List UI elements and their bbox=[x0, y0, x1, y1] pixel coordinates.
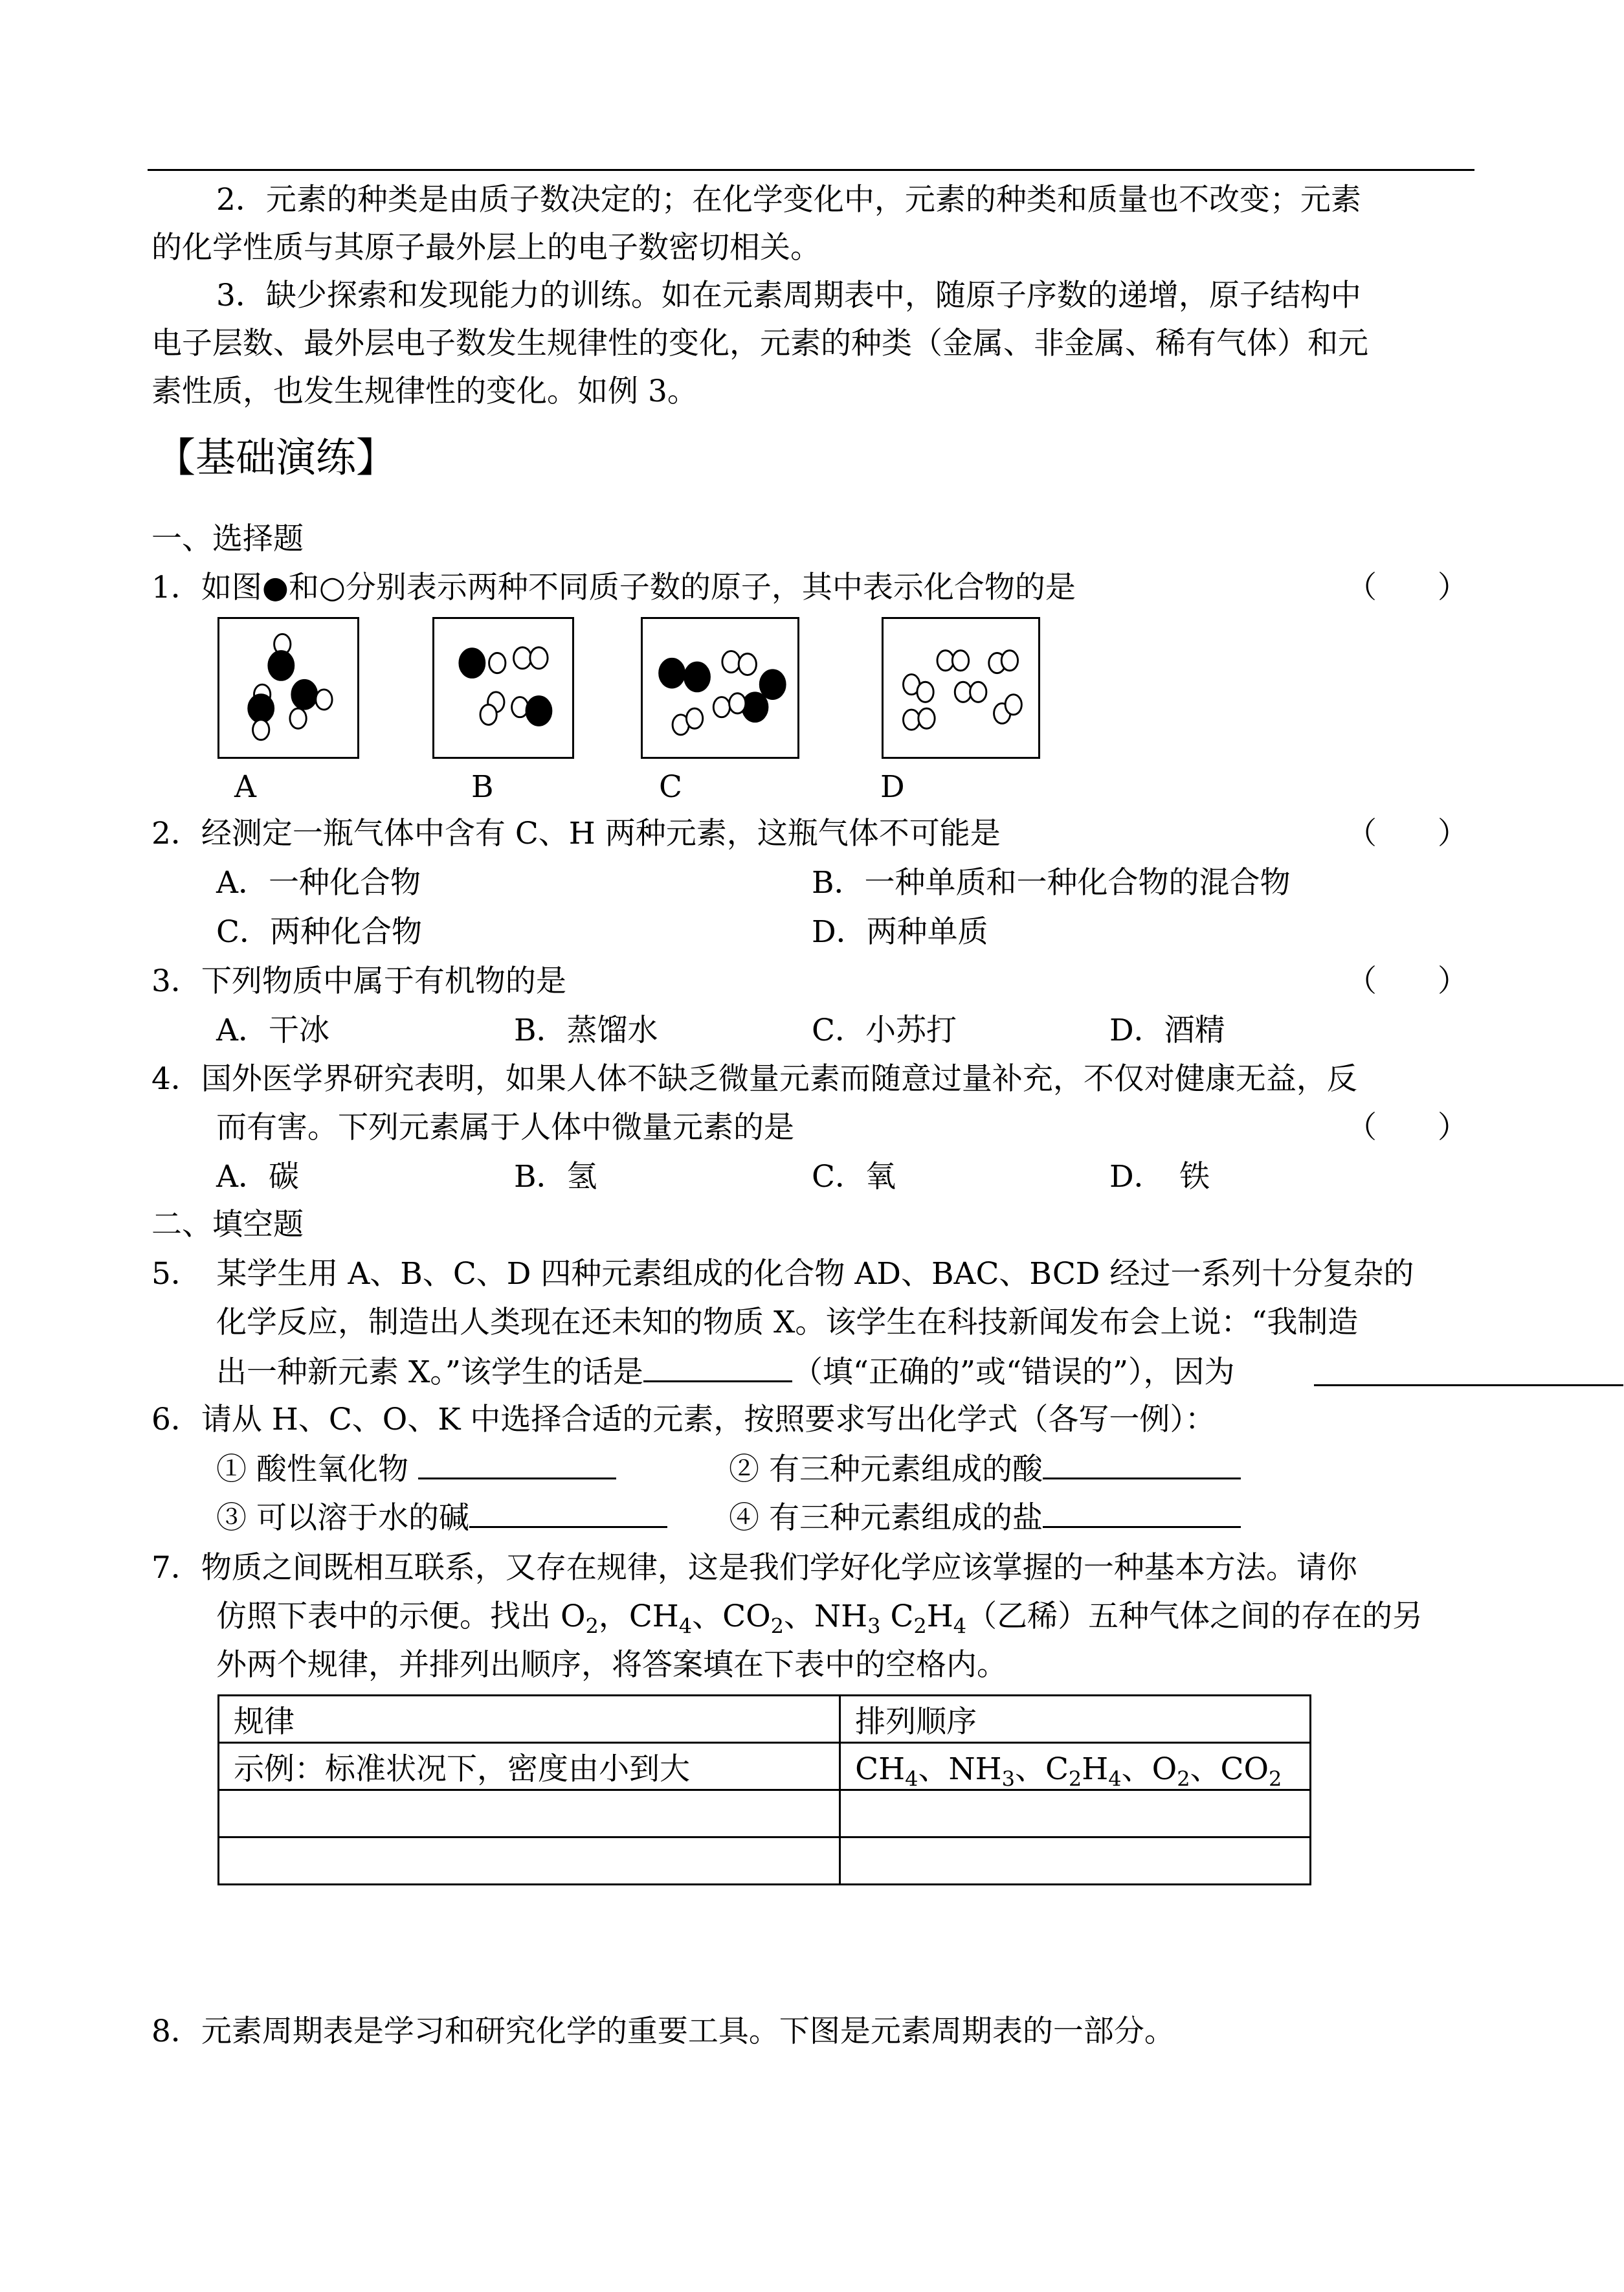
q5-answer-blank[interactable] bbox=[643, 1352, 792, 1382]
q2-text: 2．经测定一瓶气体中含有 C、H 两种元素，这瓶气体不可能是 bbox=[151, 816, 1001, 851]
diagram-b-molecules bbox=[434, 619, 572, 757]
q6-item2-label: ② 有三种元素组成的酸 bbox=[729, 1452, 1043, 1487]
q6-item3 bbox=[216, 1498, 667, 1538]
q4-line2: 而有害。下列元素属于人体中微量元素的是 bbox=[216, 1110, 794, 1145]
table-header-row bbox=[219, 1696, 1311, 1743]
diagram-d-molecules bbox=[884, 619, 1038, 757]
table-empty-cell[interactable] bbox=[840, 1837, 1311, 1885]
q7-line2-post: （乙稀）五种气体之间的存在的另 bbox=[966, 1599, 1423, 1634]
q7-sub: 4 bbox=[953, 1613, 967, 1639]
diagram-label-a: A bbox=[234, 769, 256, 805]
diagram-a bbox=[217, 617, 359, 759]
q3-bracket: （ ） bbox=[1346, 963, 1468, 999]
formula-sub: 3 bbox=[1001, 1766, 1015, 1791]
q7-sub: 4 bbox=[678, 1613, 693, 1639]
formula-co: 、CO bbox=[1190, 1751, 1269, 1787]
formula-o: 、O bbox=[1121, 1751, 1177, 1787]
q1-text: 1．如图●和○分别表示两种不同质子数的原子，其中表示化合物的是 bbox=[151, 570, 1076, 605]
q6-item3-label: ③ 可以溶于水的碱 bbox=[216, 1500, 469, 1536]
formula-sub: 2 bbox=[1068, 1766, 1082, 1791]
q7-line2-h: H bbox=[926, 1599, 953, 1634]
formula-sub: 2 bbox=[1177, 1766, 1190, 1791]
q7-sub: 3 bbox=[867, 1613, 881, 1639]
q4-bracket: （ ） bbox=[1346, 1110, 1468, 1145]
q5-line2: 化学反应，制造出人类现在还未知的物质 X。该学生在科技新闻发布会上说：“我制造 bbox=[216, 1305, 1359, 1340]
q2-bracket: （ ） bbox=[1346, 816, 1468, 851]
q4-option-a: A．碳 bbox=[216, 1159, 299, 1195]
table-row bbox=[219, 1837, 1311, 1885]
q2-option-b: B．一种单质和一种化合物的混合物 bbox=[812, 865, 1291, 901]
table-empty-cell[interactable] bbox=[219, 1790, 840, 1837]
q6-item4-blank[interactable] bbox=[1043, 1498, 1241, 1528]
q6-item1 bbox=[216, 1449, 616, 1489]
q2-option-c: C．两种化合物 bbox=[216, 914, 422, 950]
q7-line2-ch: ，CH bbox=[598, 1599, 679, 1634]
q7-line2-nh: 、NH bbox=[784, 1599, 868, 1634]
q7-sub: 2 bbox=[585, 1613, 599, 1639]
q6-item4 bbox=[729, 1498, 1241, 1538]
formula-sub: 4 bbox=[905, 1766, 918, 1791]
q4-option-d: D． 铁 bbox=[1109, 1159, 1210, 1195]
intro-p2-line1: 2．元素的种类是由质子数决定的；在化学变化中，元素的种类和质量也不改变；元素 bbox=[216, 182, 1361, 218]
q7-line2-pre: 仿照下表中的示便。找出 O bbox=[216, 1599, 586, 1634]
q6-item2 bbox=[729, 1449, 1241, 1489]
formula-ch: CH bbox=[855, 1751, 906, 1787]
formula-sub: 4 bbox=[1108, 1766, 1122, 1791]
q7-sub: 2 bbox=[770, 1613, 784, 1639]
q5-line3-prefix: 出一种新元素 X。”该学生的话是 bbox=[216, 1354, 643, 1390]
table-row bbox=[219, 1743, 1311, 1790]
diagram-c-molecules bbox=[643, 619, 797, 757]
diagram-a-molecules bbox=[219, 619, 357, 757]
diagram-label-b: B bbox=[471, 769, 494, 805]
table-header-rule: 规律 bbox=[219, 1696, 840, 1743]
q5-reason-blank[interactable] bbox=[1314, 1384, 1623, 1386]
section-title: 【基础演练】 bbox=[155, 434, 397, 481]
q5-line1: 5． 某学生用 A、B、C、D 四种元素组成的化合物 AD、BAC、BCD 经过一系列十分复杂的 bbox=[151, 1256, 1414, 1292]
table-example-rule: 示例：标准状况下，密度由小到大 bbox=[219, 1743, 840, 1790]
q7-line2 bbox=[216, 1597, 1423, 1639]
diagram-label-c: C bbox=[659, 769, 682, 805]
formula-c: 、C bbox=[1014, 1751, 1069, 1787]
q5-line3-suffix: （填“正确的”或“错误的”），因为 bbox=[792, 1354, 1235, 1390]
q6-item1-label: ① 酸性氧化物 bbox=[216, 1452, 418, 1487]
q4-option-b: B．氢 bbox=[514, 1159, 597, 1195]
q7-rules-table bbox=[217, 1694, 1311, 1885]
diagram-b bbox=[432, 617, 574, 759]
part2-title: 二、填空题 bbox=[151, 1207, 304, 1242]
q3-option-c: C．小苏打 bbox=[812, 1013, 957, 1048]
part1-title: 一、选择题 bbox=[151, 521, 304, 557]
diagram-label-d: D bbox=[880, 769, 905, 805]
table-example-order bbox=[840, 1743, 1311, 1790]
table-row bbox=[219, 1790, 1311, 1837]
q6-text: 6．请从 H、C、O、K 中选择合适的元素，按照要求写出化学式（各写一例）： bbox=[151, 1402, 1216, 1437]
intro-p2-line2: 的化学性质与其原子最外层上的电子数密切相关。 bbox=[151, 230, 821, 265]
q6-item3-blank[interactable] bbox=[469, 1498, 667, 1528]
q3-option-a: A．干冰 bbox=[216, 1013, 329, 1048]
formula-nh: 、NH bbox=[918, 1751, 1002, 1787]
q4-option-c: C．氧 bbox=[812, 1159, 896, 1195]
formula-sub: 2 bbox=[1269, 1766, 1282, 1791]
table-empty-cell[interactable] bbox=[840, 1790, 1311, 1837]
q3-option-b: B．蒸馏水 bbox=[514, 1013, 658, 1048]
intro-p3-line3: 素性质，也发生规律性的变化。如例 3。 bbox=[151, 374, 698, 409]
diagram-d bbox=[882, 617, 1040, 759]
q8-text: 8．元素周期表是学习和研究化学的重要工具。下图是元素周期表的一部分。 bbox=[151, 2014, 1175, 2049]
q5-line3 bbox=[216, 1352, 1235, 1392]
q7-line2-co: 、CO bbox=[692, 1599, 771, 1634]
q1-bracket: （ ） bbox=[1346, 570, 1468, 605]
header-rule bbox=[148, 169, 1474, 171]
q2-option-d: D．两种单质 bbox=[812, 914, 988, 950]
intro-p3-line2: 电子层数、最外层电子数发生规律性的变化，元素的种类（金属、非金属、稀有气体）和元 bbox=[151, 326, 1368, 361]
q6-item2-blank[interactable] bbox=[1043, 1449, 1241, 1479]
q7-sub: 2 bbox=[913, 1613, 927, 1639]
formula-h: H bbox=[1082, 1751, 1109, 1787]
q7-line3: 外两个规律，并排列出顺序，将答案填在下表中的空格内。 bbox=[216, 1647, 1007, 1683]
table-header-order: 排列顺序 bbox=[840, 1696, 1311, 1743]
q4-line1: 4．国外医学界研究表明，如果人体不缺乏微量元素而随意过量补充，不仅对健康无益，反 bbox=[151, 1061, 1357, 1097]
q7-line2-c: C bbox=[880, 1599, 914, 1634]
q7-line1: 7．物质之间既相互联系，又存在规律，这是我们学好化学应该掌握的一种基本方法。请你 bbox=[151, 1550, 1357, 1586]
q2-option-a: A．一种化合物 bbox=[216, 865, 421, 901]
intro-p3-line1: 3．缺少探索和发现能力的训练。如在元素周期表中，随原子序数的递增，原子结构中 bbox=[216, 278, 1361, 313]
diagram-c bbox=[641, 617, 799, 759]
q6-item1-blank[interactable] bbox=[418, 1449, 616, 1479]
q3-option-d: D．酒精 bbox=[1109, 1013, 1225, 1048]
q6-item4-label: ④ 有三种元素组成的盐 bbox=[729, 1500, 1043, 1536]
table-empty-cell[interactable] bbox=[219, 1837, 840, 1885]
q3-text: 3．下列物质中属于有机物的是 bbox=[151, 963, 566, 999]
